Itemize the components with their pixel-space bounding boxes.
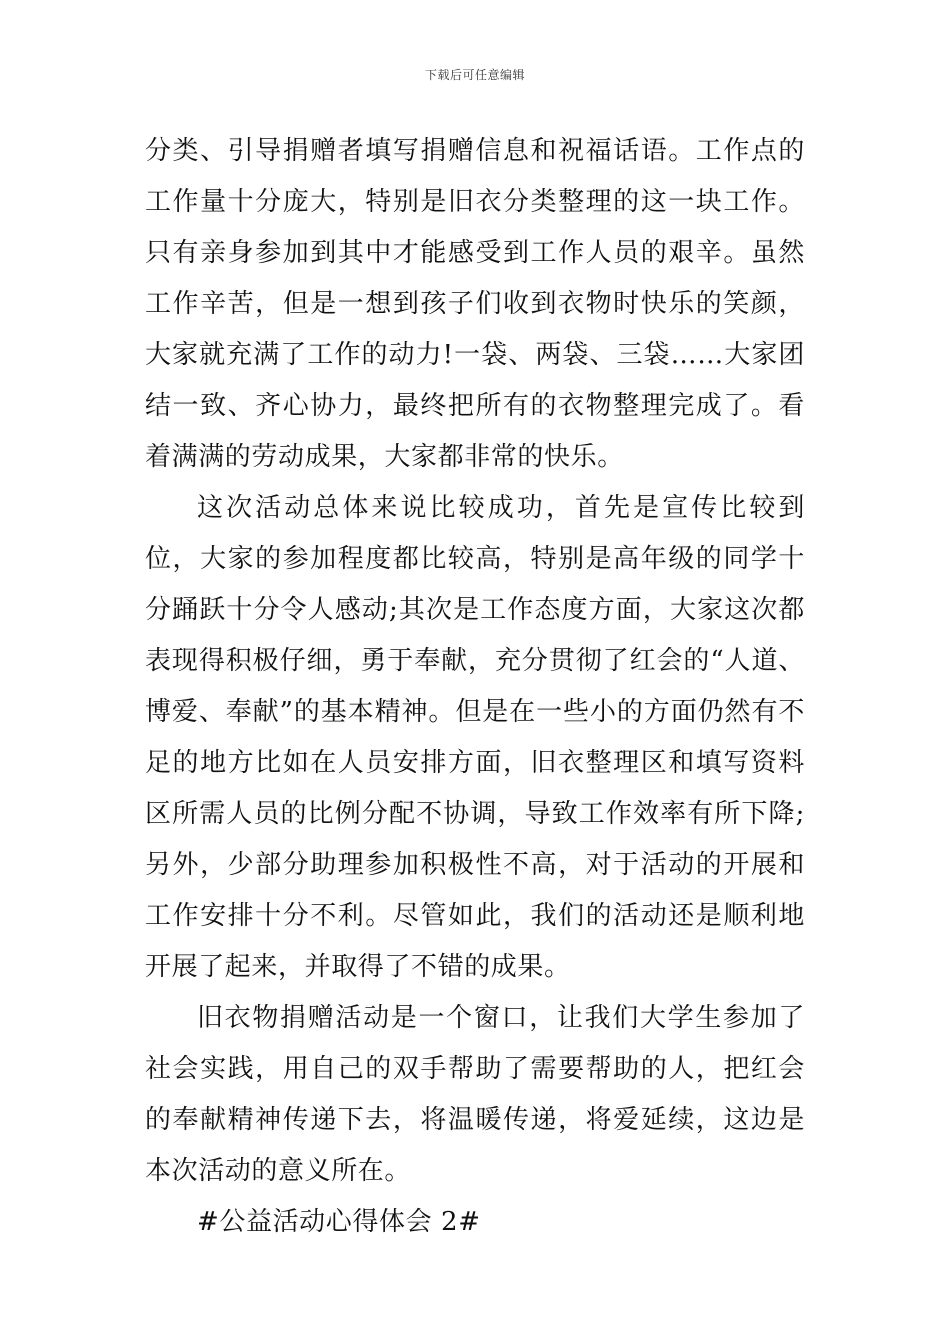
paragraph-1: 分类、引导捐赠者填写捐赠信息和祝福话语。工作点的工作量十分庞大，特别是旧衣分类整理的这一块工作。只有亲身参加到其中才能感受到工作人员的艰辛。虽然工作辛苦，但是一想到孩子们收到衣物时快乐的笑颜，大家就充满了工作的动力!一袋、两袋、三袋……大家团结一致、齐心协力，最终把所有的衣物整理完成了。看着满满的劳动成果，大家都非常的快乐。 bbox=[145, 136, 805, 472]
document-body bbox=[145, 126, 805, 1248]
header-note: 下载后可任意编辑 bbox=[424, 68, 525, 82]
paragraph-3: 旧衣物捐赠活动是一个窗口，让我们大学生参加了社会实践，用自己的双手帮助了需要帮助的人，把红会的奉献精神传递下去，将温暖传递，将爱延续，这边是本次活动的意义所在。 bbox=[145, 1003, 805, 1186]
section-heading: #公益活动心得体会 2# bbox=[197, 1207, 481, 1237]
paragraph-2: 这次活动总体来说比较成功，首先是宣传比较到位，大家的参加程度都比较高，特别是高年级的同学十分踊跃十分令人感动;其次是工作态度方面，大家这次都表现得积极仔细，勇于奉献，充分贯彻了红会的“人道、博爱、奉献”的基本精神。但是在一些小的方面仍然有不足的地方比如在人员安排方面，旧衣整理区和填写资料区所需人员的比例分配不协调，导致工作效率有所下降;另外，少部分助理参加积极性不高，对于活动的开展和工作安排十分不利。尽管如此，我们的活动还是顺利地开展了起来，并取得了不错的成果。 bbox=[145, 493, 805, 982]
